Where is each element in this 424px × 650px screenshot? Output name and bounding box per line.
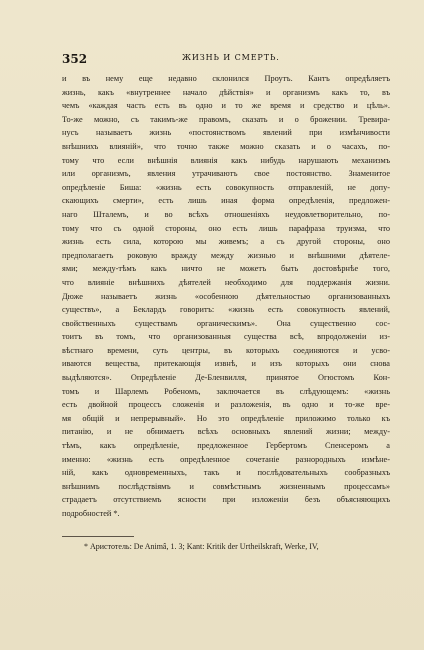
text-line: томъ и Шарлемъ Робеномъ, заключается въ слѣдующемъ: «жизнь: [62, 386, 390, 396]
text-line: мя общій и непрерывный». Но это опредѣленіе приложимо только къ: [62, 413, 390, 423]
text-line-last: подробностей *.: [62, 509, 120, 518]
text-line: что влиянiе внѣшнихъ дѣятелей необходимо для поддержанiя жизни.: [62, 277, 390, 287]
text-line: предполагаетъ роковую вражду между жизнью и внѣшними дѣятеле-: [62, 250, 390, 260]
text-line: внѣшнимъ послѣдствіямъ и совмѣстнымъ жизненнымъ процессамъ»: [62, 481, 390, 491]
text-line: и въ нему еще недавно склонился Проутъ. Кантъ опредѣляетъ: [62, 74, 390, 83]
body-text: [62, 72, 390, 521]
text-line: страдаетъ отсутствиемъ ясности при изложеніи безъ объясняющихъ: [62, 495, 390, 505]
page-number: 352: [62, 52, 88, 66]
text-line: ями; между-тѣмъ какъ ничто не можетъ быть достовѣрнѣе того,: [62, 264, 390, 274]
text-line: жизнь, какъ «внутреннее начало дѣйствія» и организмъ какъ то, въ: [62, 87, 390, 97]
text-line: иваются вещества, притекающія извнѣ, и изъ которыхъ они снова: [62, 359, 390, 369]
footnote: * Аристотель: De Animâ, 1. 3; Kant: Kritik der Urtheilskraft, Werke, IV,: [84, 542, 319, 551]
text-line: существъ», а Беклардъ говоритъ: «жизнь есть совокупность явлений,: [62, 305, 390, 315]
page-header: [62, 52, 384, 70]
text-line: жизнь есть сила, которою мы живемъ; а съ другой стороны, оно: [62, 237, 390, 247]
text-line: тѣмъ, какъ опредѣленіе, предложенное Гербертомъ Спенсеромъ а: [62, 441, 390, 451]
text-line: Дюже называетъ жизнь «особенною дѣятельностью организованныхъ: [62, 291, 390, 301]
text-line: чемъ «каждая часть есть въ одно и то же время и средство и цѣль».: [62, 101, 390, 111]
text-line: выдѣляются». Опредѣленіе Де-Бленвилля, принятое Огюстомъ Кон-: [62, 373, 390, 383]
text-line: свойственныхъ существамъ органическимъ». Она существенно сос-: [62, 318, 390, 328]
text-line: тоитъ въ томъ, что организованныя существа всѣ, впродолженіи из-: [62, 332, 390, 342]
text-line: То-же можно, съ такимъ-же правомъ, сказать и о брожении. Тревира-: [62, 114, 390, 124]
text-line: скающихъ смерти», есть лишь иная форма опредѣленія, предложен-: [62, 196, 390, 206]
text-line: или организмъ, явления утрачиваютъ свое постоянство. Знаменитое: [62, 169, 390, 179]
text-line: вѣстнаго времени, суть центры, въ которыхъ соединяются и усво-: [62, 345, 390, 355]
text-line: тому что если внѣшнія влиянія какъ нибудь нарушають механизмъ: [62, 155, 390, 165]
text-line: наго Шталемъ, и во всѣхъ отношенiяхъ неудовлетворительно, по-: [62, 209, 390, 219]
text-line: тому что съ одной стороны, оно есть лишь парафраза труизма, что: [62, 223, 390, 233]
text-line: именно: «жизнь есть опредѣленное сочетаніе разнородныхъ измѣне-: [62, 454, 390, 464]
text-line: ній, какъ одновременныхъ, такъ и послѣдовательныхъ сообразныхъ: [62, 468, 390, 478]
text-line: питанію, и не обнимаетъ всѣхъ основныхъ явлений жизни; между-: [62, 427, 390, 437]
text-line: нусъ называетъ жизнь «постоянствомъ явлений при измѣнчивости: [62, 128, 390, 138]
text-line: опредѣленіе Биша: «жизнь есть совокупность отправленій, не допу-: [62, 182, 390, 192]
text-line: есть двойной процессъ сложенія и разложенія, въ одно и то-же вре-: [62, 400, 390, 410]
footnote-divider: [62, 536, 134, 537]
text-line: внѣшнихъ влияній», что точно также можно сказать и о часахъ, по-: [62, 141, 390, 151]
running-head: ЖИЗНЬ И СМЕРТЬ.: [182, 53, 280, 62]
